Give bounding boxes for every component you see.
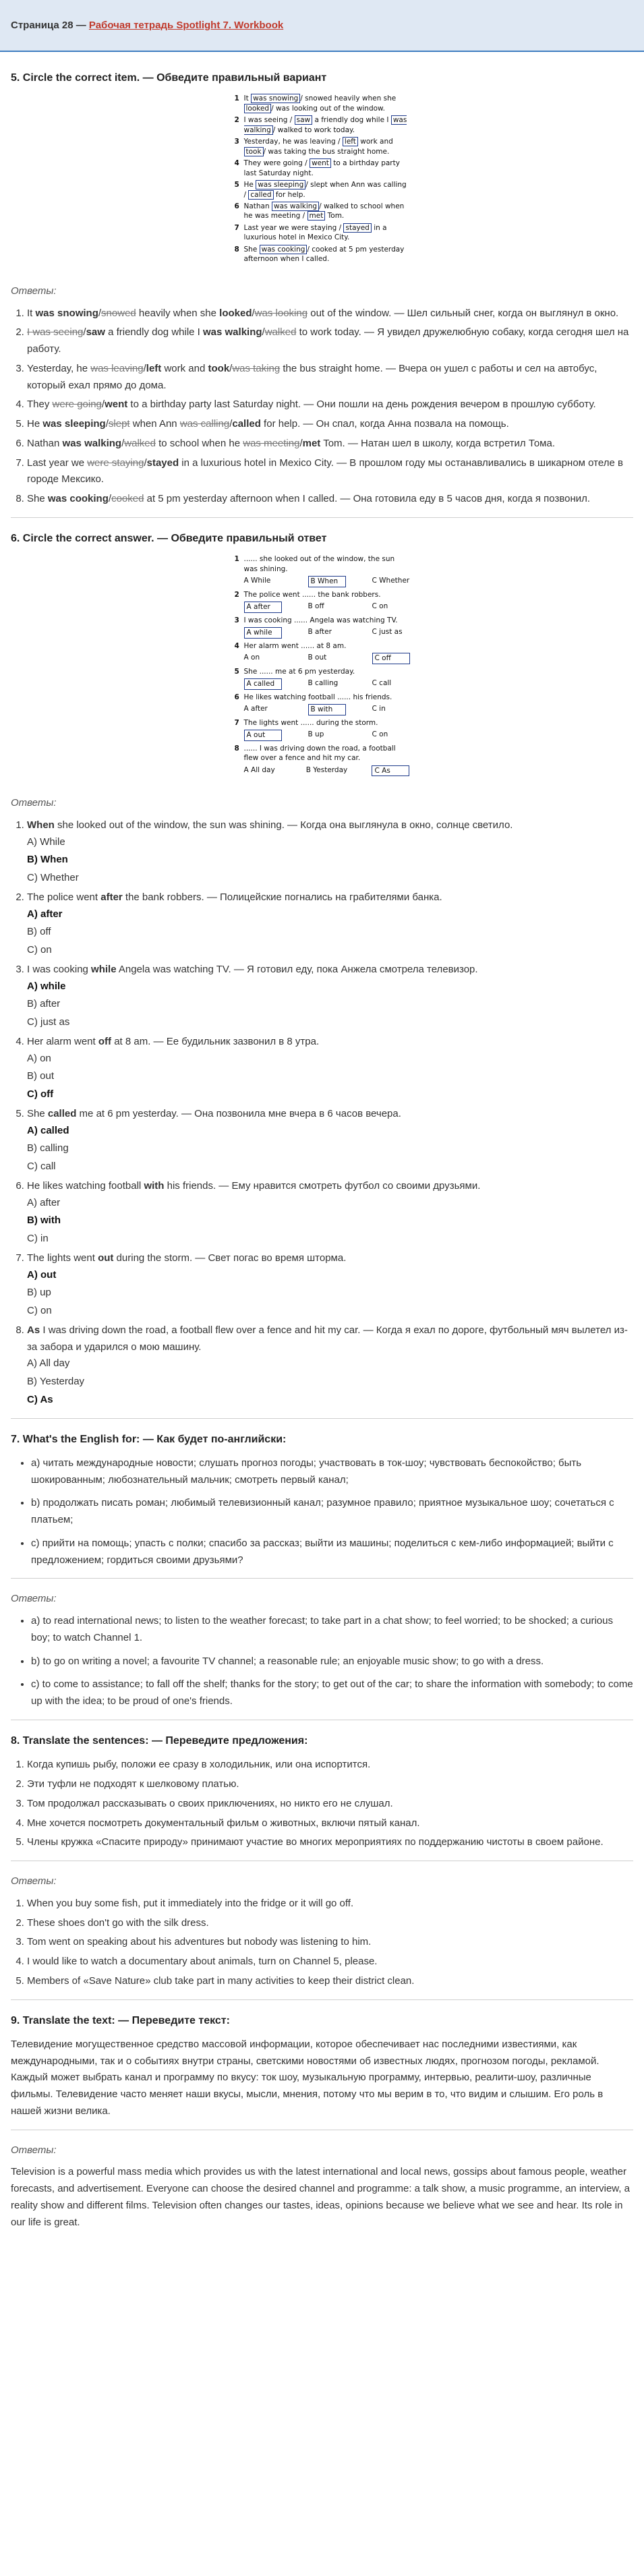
correct-form: looked: [219, 307, 252, 319]
scan-row: [235, 641, 410, 651]
task8-item: 4. Мне хочется посмотреть документальный фильм о животных, включи пятый канал.: [27, 1815, 633, 1832]
correct-word: with: [144, 1179, 165, 1192]
task8-item: 3. Том продолжал рассказывать о своих приключениях, но никто его не слушал.: [27, 1796, 633, 1813]
answer-text: They: [27, 399, 53, 411]
scan-text: [244, 223, 410, 243]
scan-option: C on: [372, 602, 388, 611]
answer-option: B) up: [27, 1287, 51, 1299]
circled-answer: met: [308, 211, 326, 221]
scan-option: A on: [243, 653, 260, 662]
task8-answers-label: Ответы:: [11, 1875, 57, 1887]
answer-option: C) just as: [27, 1016, 70, 1028]
scan-option: A All day: [243, 765, 275, 774]
slash: /: [229, 418, 233, 430]
scan-option: B calling: [308, 679, 339, 688]
slash: /: [143, 362, 146, 374]
scan-option: A While: [243, 577, 271, 585]
task6-answer: [27, 1178, 633, 1248]
task6-answer: [27, 1250, 633, 1320]
task7-answers-list: [11, 1613, 633, 1710]
correct-form: left: [146, 362, 162, 374]
scan-text-part: / cooked at 5 pm yesterday afternoon when I called.: [243, 245, 405, 264]
scan-num: 1: [234, 555, 239, 564]
task9-title: 9. Translate the text: — Переведите текст:: [11, 2014, 230, 2026]
correct-form: took: [208, 362, 230, 374]
answer-text: I was driving down the road, a football flew over a fence and hit my car. — Когда я ехал по дороге, футбольный мяч вылетел из-за забора и ударился о мою машину.: [27, 1324, 628, 1353]
scan-num: 4: [234, 159, 239, 168]
correct-option: C) off: [27, 1088, 54, 1100]
circled-option: C off: [372, 653, 410, 664]
answer-text: a friendly dog while I: [105, 326, 203, 339]
scan-row: [235, 718, 410, 728]
scan-num: 2: [234, 590, 239, 599]
answer-text: out of the window. — Шел сильный снег, когда он выглянул в окно.: [308, 307, 619, 319]
task5-workbook-scan: [235, 94, 410, 264]
circled-answer: was walking: [243, 116, 407, 134]
scan-text: [244, 137, 410, 156]
scan-question: The lights went ...... during the storm.: [243, 718, 378, 727]
wrong-form: were going: [52, 399, 102, 411]
task5-answer: [27, 305, 633, 322]
correct-word: while: [91, 963, 117, 975]
task6-workbook-scan: [235, 554, 410, 776]
task7-answers-label: Ответы:: [11, 1593, 57, 1605]
slash: /: [101, 399, 105, 411]
circled-option: A while: [244, 627, 282, 638]
circled-answer: saw: [295, 115, 313, 125]
wrong-form: was leaving: [90, 362, 144, 374]
circled-answer: took: [244, 147, 264, 156]
scan-question: She ...... me at 6 pm yesterday.: [243, 667, 355, 676]
scan-question: ...... I was driving down the road, a football flew over a fence and hit my car.: [243, 744, 396, 763]
answer-text: to a birthday party last Saturday night. — Они пошли на день рождения вечером в прошлую субботу.: [127, 399, 596, 411]
answer-text: He: [27, 418, 43, 430]
scan-options: [244, 765, 410, 776]
answer-option: C) on: [27, 1305, 52, 1316]
correct-form: stayed: [146, 457, 179, 469]
correct-form: saw: [86, 326, 105, 339]
answer-text: at 8 am. — Ее будильник зазвонил в 8 утра.: [111, 1035, 320, 1047]
divider: [11, 517, 633, 518]
scan-text-part: It: [243, 94, 252, 103]
scan-num: 6: [234, 693, 239, 701]
task6-answer: [27, 817, 633, 887]
circled-answer: looked: [244, 104, 272, 113]
scan-question: Her alarm went ...... at 8 am.: [243, 641, 347, 650]
task7-item: • a) читать международные новости; слушать прогноз погоды; участвовать в ток-шоу; чувствовать беспокойство; быть шокированным; любознательный мальчик; смотреть первый канал;: [31, 1455, 633, 1489]
scan-options: [244, 627, 410, 638]
scan-options: [244, 602, 410, 612]
slash: /: [262, 326, 265, 339]
scan-text-part: He: [243, 181, 256, 189]
scan-option: C in: [372, 705, 386, 713]
answer-text: me at 6 pm yesterday. — Она позвонила мне вчера в 6 часов вечера.: [76, 1107, 401, 1119]
scan-option: B after: [308, 628, 332, 637]
task8-answers-list: [11, 1896, 633, 1990]
scan-text-part: work and: [357, 138, 393, 146]
scan-text-part: a friendly dog while I: [312, 116, 391, 125]
answer-option: A) While: [27, 836, 65, 848]
task8-answer: 3. Tom went on speaking about his adventures but nobody was listening to him.: [27, 1934, 633, 1951]
scan-row: [235, 158, 410, 178]
scan-text: [244, 94, 410, 113]
answer-text: Her alarm went: [27, 1035, 98, 1047]
scan-text: [244, 158, 410, 178]
scan-num: 1: [234, 94, 239, 103]
circled-option: B When: [308, 576, 346, 587]
task7-answer: • b) to go on writing a novel; a favourite TV channel; a reasonable rule; an enjoyable music show; to go with a dress.: [31, 1653, 633, 1670]
scan-question: I was cooking ...... Angela was watching TV.: [243, 616, 398, 624]
scan-num: 3: [234, 616, 239, 624]
answer-text: It: [27, 307, 36, 319]
answer-option: B) after: [27, 998, 61, 1010]
task7-answer: • a) to read international news; to listen to the weather forecast; to take part in a chat show; to feel worried; to be shocked; a curious boy; to watch Channel 1.: [31, 1613, 633, 1647]
main-content: [0, 52, 644, 2265]
scan-options: [244, 653, 410, 664]
task7-answer: • c) to come to assistance; to fall off the shelf; thanks for the story; to get out of the car; to share the information with somebody; to come up with the idea; to be proud of one's friends.: [31, 1676, 633, 1710]
task6-answer: [27, 962, 633, 1031]
wrong-form: were staying: [87, 457, 144, 469]
scan-text: [244, 115, 410, 135]
wrong-form: walked: [264, 326, 297, 339]
correct-option: A) after: [27, 908, 63, 920]
slash: /: [98, 307, 102, 319]
correct-form: was sleeping: [42, 418, 106, 430]
task8-answer: 1. When you buy some fish, put it immediately into the fridge or it will go off.: [27, 1896, 633, 1912]
circled-option: A called: [244, 678, 282, 689]
scan-row: [235, 137, 410, 156]
correct-option: B) with: [27, 1214, 61, 1227]
wrong-form: cooked: [111, 493, 144, 505]
answer-text: heavily when she: [136, 307, 220, 319]
scan-text-part: I was seeing /: [243, 116, 295, 125]
circled-option: B with: [308, 704, 346, 715]
answer-text: Yesterday, he: [27, 362, 91, 374]
task5-answer: [27, 416, 633, 433]
answer-text: Tom. — Натан шел в школу, когда встретил Тома.: [320, 437, 556, 449]
scan-options: [244, 678, 410, 689]
task8-item: 5. Члены кружка «Спасите природу» принимают участие во многих мероприятиях по поддержанию чистоты в своем районе.: [27, 1834, 633, 1851]
task6-answer: [27, 1106, 633, 1175]
answer-text: during the storm. — Свет погас во время шторма.: [113, 1252, 347, 1264]
scan-num: 7: [234, 718, 239, 727]
slash: /: [83, 326, 86, 339]
answer-text: She: [27, 1107, 48, 1119]
answer-text: the bus straight home. — Вчера он ушел с работы и сел на автобус, который ехал прямо до дома.: [27, 362, 597, 391]
scan-question: He likes watching football ...... his friends.: [243, 693, 392, 701]
scan-question: ...... she looked out of the window, the sun was shining.: [243, 555, 395, 573]
task6-title: 6. Circle the correct answer. — Обведите правильный ответ: [11, 532, 327, 544]
scan-option: C on: [372, 730, 388, 739]
scan-option: B off: [308, 602, 324, 611]
scan-options: [244, 576, 410, 587]
scan-num: 2: [234, 116, 239, 125]
task7-title: 7. What's the English for: — Как будет по-английски:: [11, 1433, 287, 1445]
wrong-form: was meeting: [243, 437, 300, 449]
task9-answer: Television is a powerful mass media which provides us with the latest international and local news, gossips about famous people, weather forecasts, and advertisement. Everyone can choose the desired channel and programme: a talk show, a music programme, an interview, a reality show and different films. Television often changes our tastes, ideas, opinions because we believe what we see and hear. Its role in our life is great.: [11, 2166, 630, 2228]
slash: /: [144, 457, 147, 469]
answer-sentence: [27, 962, 633, 978]
answer-text: when Ann: [129, 418, 180, 430]
answer-option: B) calling: [27, 1142, 69, 1154]
wrong-form: was looking: [254, 307, 308, 319]
scan-text-part: She: [243, 245, 260, 254]
task6-answer: [27, 1034, 633, 1103]
correct-form: went: [105, 399, 128, 411]
scan-question: The police went ...... the bank robbers.: [243, 590, 381, 599]
task5-answers-label: Ответы:: [11, 285, 57, 297]
scan-option: B Yesterday: [305, 765, 348, 774]
correct-option: B) When: [27, 854, 68, 866]
circled-answer: called: [248, 190, 273, 200]
correct-word: after: [100, 891, 123, 903]
workbook-link[interactable]: Рабочая тетрадь Spotlight 7. Workbook: [88, 20, 284, 31]
slash: /: [121, 437, 125, 449]
answer-text: at 5 pm yesterday afternoon when I called. — Она готовила еду в 5 часов дня, когда я позвонил.: [144, 493, 591, 505]
answer-text: The police went: [27, 891, 101, 903]
circled-answer: stayed: [343, 223, 371, 233]
scan-text-part: Nathan: [243, 202, 272, 210]
answer-option: C) in: [27, 1233, 49, 1244]
scan-text-part: for help.: [273, 190, 305, 199]
answer-text: for help. — Он спал, когда Анна позвала на помощь.: [260, 418, 509, 430]
scan-text-part: / snowed heavily when she: [300, 94, 397, 103]
circled-option: C As: [372, 765, 409, 776]
answer-option: C) on: [27, 944, 52, 956]
answer-option: B) off: [27, 926, 51, 938]
scan-text-part: Last year we were staying /: [243, 223, 344, 232]
circled-answer: left: [343, 137, 358, 146]
scan-num: 7: [234, 223, 239, 232]
correct-word: out: [98, 1252, 114, 1264]
answer-text: the bank robbers. — Полицейские погнались на грабителями банка.: [122, 891, 442, 903]
wrong-form: was calling: [179, 418, 230, 430]
wrong-form: I was seeing: [27, 326, 84, 339]
correct-word: off: [98, 1035, 112, 1047]
page-number-label: Страница 28 —: [11, 20, 89, 31]
scan-row: [235, 94, 410, 113]
slash: /: [252, 307, 255, 319]
correct-form: was cooking: [47, 493, 109, 505]
answer-option: C) Whether: [27, 872, 79, 883]
scan-num: 6: [234, 202, 239, 210]
task9-answers-label: Ответы:: [11, 2144, 57, 2156]
scan-text-part: They were going /: [243, 159, 310, 168]
task6-answer: [27, 889, 633, 959]
task8-items: [11, 1757, 633, 1851]
answer-text: Last year we: [27, 457, 88, 469]
wrong-form: slept: [108, 418, 130, 430]
scan-row: [235, 693, 410, 702]
task8-answer: 2. These shoes don't go with the silk dress.: [27, 1915, 633, 1932]
task6-answers-list: [11, 817, 633, 1409]
task7-items: [11, 1455, 633, 1569]
scan-options: [244, 730, 410, 740]
correct-option: A) called: [27, 1124, 69, 1136]
task8-item: 2. Эти туфли не подходят к шелковому платью.: [27, 1776, 633, 1793]
answer-text: in a luxurious hotel in Mexico City. — В прошлом году мы останавливались в шикарном отеле в городе Мексико.: [27, 457, 623, 486]
scan-text-part: in a luxurious hotel in Mexico City.: [243, 223, 387, 242]
answer-sentence: [27, 1106, 633, 1123]
correct-option: A) out: [27, 1268, 57, 1281]
scan-option: A after: [243, 705, 268, 713]
page-header: [0, 0, 644, 52]
scan-option: C Whether: [372, 577, 410, 585]
scan-text-part: Yesterday, he was leaving /: [243, 138, 343, 146]
circled-option: A after: [244, 602, 282, 612]
circled-answer: was sleeping: [256, 180, 305, 189]
scan-row: [235, 223, 410, 243]
answer-option: B) Yesterday: [27, 1376, 85, 1387]
scan-text: [244, 180, 410, 200]
correct-form: was walking: [203, 326, 262, 339]
task6-answers-label: Ответы:: [11, 797, 57, 809]
correct-word: When: [27, 819, 55, 831]
correct-form: was snowing: [35, 307, 98, 319]
scan-row: [235, 554, 410, 574]
scan-text-part: / was taking the bus straight home.: [263, 147, 390, 156]
wrong-form: was taking: [232, 362, 281, 374]
scan-options: [244, 704, 410, 715]
correct-form: was walking: [62, 437, 122, 449]
answer-text: work and: [161, 362, 208, 374]
scan-num: 5: [234, 181, 239, 189]
scan-row: [235, 616, 410, 625]
circled-answer: went: [310, 158, 331, 168]
answer-option: B) out: [27, 1070, 55, 1082]
answer-text: Angela was watching TV. — Я готовил еду, пока Анжела смотрела телевизор.: [116, 963, 478, 975]
scan-text: [244, 245, 410, 264]
scan-row: [235, 115, 410, 135]
scan-text-part: / walked to school when he was meeting /: [243, 202, 405, 221]
answer-sentence: [27, 1034, 633, 1051]
wrong-form: walked: [124, 437, 156, 449]
scan-num: 8: [234, 245, 239, 254]
scan-row: [235, 590, 410, 599]
answer-text: The lights went: [27, 1252, 98, 1264]
answer-option: C) call: [27, 1161, 56, 1172]
divider: [11, 1578, 633, 1579]
scan-option: B out: [308, 653, 327, 662]
answer-sentence: [27, 1322, 633, 1356]
task5-answer: [27, 455, 633, 489]
scan-row: [235, 667, 410, 676]
scan-option: B up: [308, 730, 324, 739]
task5-title: 5. Circle the correct item. — Обведите правильный вариант: [11, 71, 327, 84]
answer-text: to school when he: [155, 437, 243, 449]
answer-text: his friends. — Ему нравится смотреть футбол со своими друзьями.: [164, 1179, 481, 1192]
task7-item: • b) продолжать писать роман; любимый телевизионный канал; разумное правило; приятное музыкальное шоу; сочетаться с платьем;: [31, 1495, 633, 1529]
scan-option: C call: [372, 679, 392, 688]
scan-text-part: / was looking out of the window.: [271, 104, 386, 113]
answer-text: Nathan: [27, 437, 63, 449]
wrong-form: snowed: [101, 307, 136, 319]
answer-text: He likes watching football: [27, 1179, 144, 1192]
scan-num: 5: [234, 667, 239, 676]
task8-title: 8. Translate the sentences: — Переведите предложения:: [11, 1734, 308, 1747]
answer-sentence: [27, 1178, 633, 1195]
scan-text: [244, 202, 410, 221]
task9-text: Телевидение могущественное средство массовой информации, которое обеспечивает нас последними известиями, как международными, так и о событиях внутри страны, светскими новостями об известных людях, прогнозом погоды, рекламой. Каждый может выбрать канал и программу по вкусу: ток шоу, музыкальную программу, интервью, реалити-шоу, различные фильмы. Телевидение часто меняет наши вкусы, мысли, мнения, потому что мы верим в то, что видим и слышим. Его роль в нашей жизни велика.: [11, 2038, 604, 2117]
scan-num: 3: [234, 138, 239, 146]
scan-row: [235, 202, 410, 221]
task5-answer: [27, 436, 633, 452]
scan-num: 8: [234, 744, 239, 753]
scan-text-part: to a birthday party last Saturday night.: [243, 159, 400, 177]
answer-option: A) after: [27, 1196, 61, 1208]
task8-answer: 4. I would like to watch a documentary about animals, turn on Channel 5, please.: [27, 1954, 633, 1970]
task5-answer: [27, 324, 633, 358]
divider: [11, 1999, 633, 2000]
circled-answer: was snowing: [251, 94, 300, 103]
answer-sentence: [27, 817, 633, 834]
correct-word: called: [47, 1107, 77, 1119]
circled-answer: was walking: [272, 202, 319, 211]
task6-answer: [27, 1322, 633, 1409]
task5-answer: [27, 361, 633, 394]
correct-word: As: [27, 1324, 40, 1336]
answer-sentence: [27, 889, 633, 906]
circled-answer: was cooking: [260, 245, 308, 254]
answer-option: A) All day: [27, 1357, 70, 1370]
scan-text-part: / walked to work today.: [272, 125, 355, 134]
answer-text: she looked out of the window, the sun was shining. — Когда она выглянула в окно, солнце светило.: [54, 819, 513, 831]
divider: [11, 1418, 633, 1419]
task5-answer: [27, 491, 633, 508]
answer-text: She: [27, 493, 48, 505]
slash: /: [299, 437, 303, 449]
answer-text: I was cooking: [27, 963, 92, 975]
correct-form: called: [232, 418, 261, 430]
scan-text-part: / slept when Ann was calling /: [243, 181, 407, 199]
correct-option: A) while: [27, 980, 66, 992]
slash: /: [229, 362, 233, 374]
answer-sentence: [27, 1250, 633, 1267]
correct-form: met: [302, 437, 321, 449]
circled-option: A out: [244, 730, 282, 740]
scan-option: C just as: [372, 628, 403, 637]
task5-answer: [27, 397, 633, 413]
task5-answers-list: [11, 305, 633, 508]
task7-item: • c) прийти на помощь; упасть с полки; спасибо за рассказ; выйти из машины; поделиться с кем-либо информацией; выйти с предложением; гордиться своими друзьями?: [31, 1535, 633, 1569]
scan-row: [235, 180, 410, 200]
scan-text-part: Tom.: [325, 212, 345, 221]
correct-option: C) As: [27, 1393, 53, 1405]
scan-row: [235, 245, 410, 264]
task8-answer: 5. Members of «Save Nature» club take part in many activities to keep their district clean.: [27, 1973, 633, 1990]
scan-row: [235, 744, 410, 763]
answer-text: to work today. — Я увидел дружелюбную собаку, когда сегодня шел на работу.: [27, 326, 629, 355]
answer-option: A) on: [27, 1052, 51, 1064]
slash: /: [105, 418, 109, 430]
task8-item: 1. Когда купишь рыбу, положи ее сразу в холодильник, или она испортится.: [27, 1757, 633, 1774]
slash: /: [108, 493, 112, 505]
scan-num: 4: [234, 641, 239, 650]
